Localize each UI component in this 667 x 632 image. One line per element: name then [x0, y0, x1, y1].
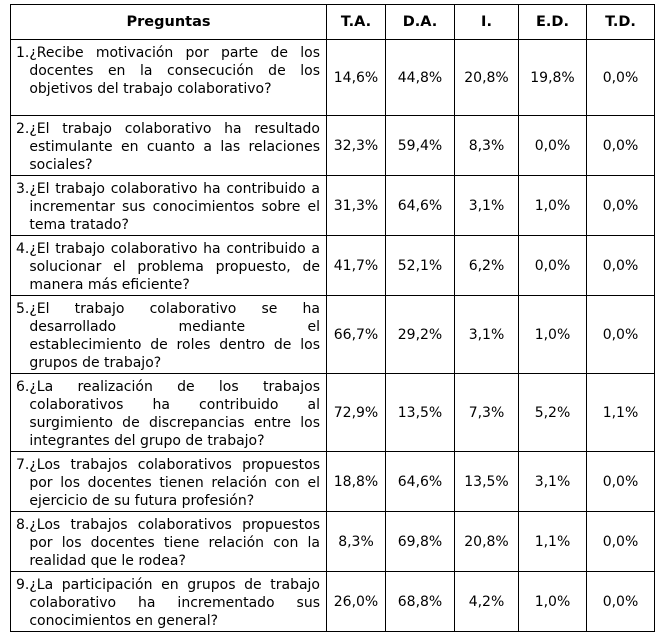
table-row: [11, 374, 655, 452]
value-da: 52,1%: [386, 236, 455, 296]
value-ed: 5,2%: [519, 374, 587, 452]
value-td: 0,0%: [587, 176, 655, 236]
question-text: ¿Los trabajos colaborativos propuestos por los docentes tiene relación con la realidad que le rodea?: [29, 517, 320, 569]
value-td: 0,0%: [587, 512, 655, 572]
question-text: ¿La realización de los trabajos colaborativos ha contribuido al surgimiento de discrepancias entre los integrantes del grupo de trabajo?: [29, 379, 320, 449]
question-text: ¿El trabajo colaborativo ha contribuido a solucionar el problema propuesto, de manera más eficiente?: [29, 241, 320, 293]
value-ta: 66,7%: [327, 296, 386, 374]
question-wrapper: [16, 576, 320, 630]
question-wrapper: [16, 240, 320, 294]
value-i: 7,3%: [455, 374, 519, 452]
question-wrapper: [16, 180, 320, 234]
value-ed: 0,0%: [519, 236, 587, 296]
question-wrapper: [16, 516, 320, 570]
question-cell: [11, 572, 327, 632]
value-ed: 1,0%: [519, 572, 587, 632]
table-body: [11, 40, 655, 632]
value-da: 64,6%: [386, 176, 455, 236]
question-text: ¿El trabajo colaborativo ha contribuido a incrementar sus conocimientos sobre el tema tratado?: [29, 181, 320, 233]
header-td: T.D.: [587, 5, 655, 40]
question-cell: [11, 176, 327, 236]
value-i: 13,5%: [455, 452, 519, 512]
question-number: 7.: [16, 457, 30, 473]
question-text: ¿El trabajo colaborativo ha resultado estimulante en cuanto a las relaciones sociales?: [29, 121, 320, 173]
value-da: 69,8%: [386, 512, 455, 572]
question-cell: [11, 116, 327, 176]
question-number: 4.: [16, 241, 30, 257]
table-row: [11, 116, 655, 176]
question-text: ¿La participación en grupos de trabajo colaborativo ha incrementado sus conocimientos en general?: [29, 577, 320, 629]
question-text: ¿Recibe motivación por parte de los docentes en la consecución de los objetivos del trabajo colaborativo?: [29, 45, 320, 97]
table-row: [11, 296, 655, 374]
value-i: 20,8%: [455, 40, 519, 116]
value-td: 0,0%: [587, 296, 655, 374]
header-ta: T.A.: [327, 5, 386, 40]
value-ta: 41,7%: [327, 236, 386, 296]
value-td: 0,0%: [587, 572, 655, 632]
value-i: 3,1%: [455, 176, 519, 236]
value-i: 3,1%: [455, 296, 519, 374]
value-ta: 26,0%: [327, 572, 386, 632]
value-da: 29,2%: [386, 296, 455, 374]
question-number: 9.: [16, 577, 30, 593]
value-i: 20,8%: [455, 512, 519, 572]
value-i: 6,2%: [455, 236, 519, 296]
question-cell: [11, 374, 327, 452]
value-ed: 1,1%: [519, 512, 587, 572]
question-wrapper: [16, 456, 320, 510]
question-number: 3.: [16, 181, 30, 197]
table-row: [11, 512, 655, 572]
question-cell: [11, 452, 327, 512]
table-row: [11, 176, 655, 236]
value-ta: 18,8%: [327, 452, 386, 512]
header-da: D.A.: [386, 5, 455, 40]
value-ta: 31,3%: [327, 176, 386, 236]
value-ed: 1,0%: [519, 176, 587, 236]
table-row: [11, 572, 655, 632]
table-header-row: [11, 5, 655, 40]
value-ed: 3,1%: [519, 452, 587, 512]
table-row: [11, 40, 655, 116]
value-ta: 72,9%: [327, 374, 386, 452]
question-text: ¿Los trabajos colaborativos propuestos por los docentes tienen relación con el ejercicio de su futura profesión?: [29, 457, 320, 509]
header-questions: Preguntas: [11, 5, 327, 40]
question-number: 6.: [16, 379, 30, 395]
question-cell: [11, 512, 327, 572]
table-row: [11, 236, 655, 296]
value-da: 64,6%: [386, 452, 455, 512]
value-ta: 14,6%: [327, 40, 386, 116]
question-number: 2.: [16, 121, 30, 137]
question-cell: [11, 296, 327, 374]
value-ed: 1,0%: [519, 296, 587, 374]
value-i: 8,3%: [455, 116, 519, 176]
question-wrapper: [16, 120, 320, 174]
value-ta: 32,3%: [327, 116, 386, 176]
value-da: 44,8%: [386, 40, 455, 116]
value-td: 0,0%: [587, 452, 655, 512]
value-da: 59,4%: [386, 116, 455, 176]
header-ed: E.D.: [519, 5, 587, 40]
value-td: 0,0%: [587, 236, 655, 296]
question-wrapper: [16, 378, 320, 450]
question-wrapper: [16, 300, 320, 372]
question-number: 1.: [16, 45, 30, 61]
value-td: 1,1%: [587, 374, 655, 452]
value-da: 13,5%: [386, 374, 455, 452]
header-i: I.: [455, 5, 519, 40]
value-i: 4,2%: [455, 572, 519, 632]
question-wrapper: [16, 44, 320, 98]
question-cell: [11, 40, 327, 116]
value-ed: 0,0%: [519, 116, 587, 176]
value-ta: 8,3%: [327, 512, 386, 572]
question-text: ¿El trabajo colaborativo se ha desarrollado mediante el establecimiento de roles dentro de los grupos de trabajo?: [29, 301, 320, 371]
survey-results-table: [10, 4, 655, 632]
value-da: 68,8%: [386, 572, 455, 632]
value-td: 0,0%: [587, 116, 655, 176]
question-cell: [11, 236, 327, 296]
value-ed: 19,8%: [519, 40, 587, 116]
value-td: 0,0%: [587, 40, 655, 116]
question-number: 5.: [16, 301, 30, 317]
question-number: 8.: [16, 517, 30, 533]
table-row: [11, 452, 655, 512]
